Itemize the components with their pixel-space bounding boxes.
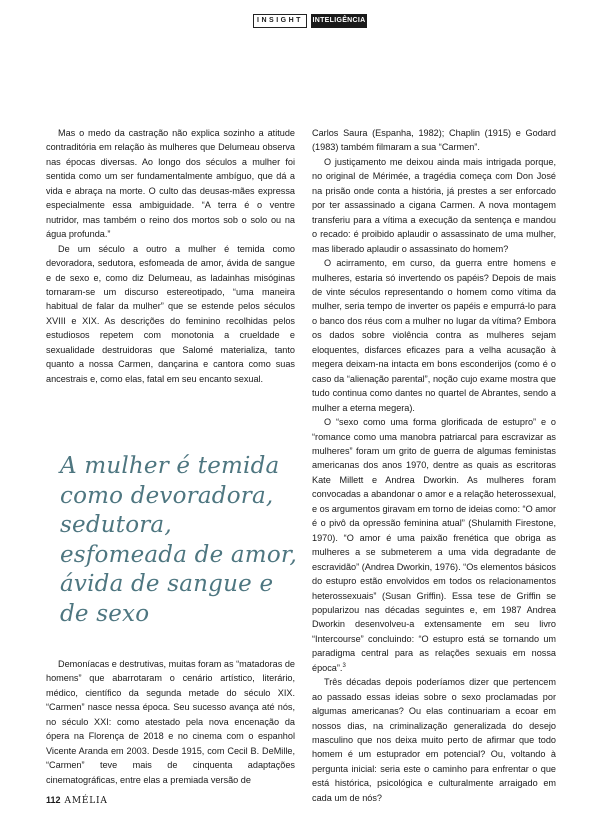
paragraph: Três décadas depois poderíamos dizer que pertencem ao passado essas ideias sobre o sexo proclamadas por algumas americanas? Ou elas continuariam a ecoar em nossos dias, na criminalização generalizada do desejo masculino que nos deixa muito perto de afirmar que todo homem é um estuprador em potencial? Ou, voltando à pergunta inicial: seria este o caminho para enfrentar o que está histórica, psicológica e culturalmente arraigado em cada um de nós? bbox=[312, 677, 556, 803]
left-column-bottom bbox=[46, 657, 295, 787]
page-footer bbox=[46, 795, 108, 806]
paragraph: Mas o medo da castração não explica sozinho a atitude contraditória em relação às mulheres que Delumeau observa nas épocas diversas. Ao longo dos séculos a mulher foi sentida como um ser fundamentalmente ambíguo, que dá a vida e abraça na morte. O culto das deusas-mães expressa especialmente essa ambiguidade. “A terra é o ventre nutridor, mas também o reino dos mortos sob o solo ou na água profunda.” bbox=[46, 128, 295, 240]
section-tag: INTELIGÊNCIA bbox=[311, 14, 367, 28]
paragraph: De um século a outro a mulher é temida como devoradora, sedutora, esfomeada de amor, ávida de sangue e de sexo e, como diz Delumeau, as ladainhas misóginas tornaram-se um discurso estereotipado, “uma maneira habitual de falar da mulher” que se estende pelos séculos XVIII e XIX. As descrições do feminino recolhidas pelos estudiosos repetem com monotonia a crueldade e sexualidade destruidoras que Salomé materializa, tanto quanto a nossa Carmen, dançarina e cantora como suas ancestrais e, como elas, fatal em seu encanto sexual. bbox=[46, 243, 295, 384]
footnote-mark: 3 bbox=[342, 662, 346, 669]
paragraph-with-footnote bbox=[312, 415, 556, 675]
insight-tag: INSIGHT bbox=[253, 14, 307, 28]
right-column bbox=[312, 126, 556, 805]
paragraph-text: O “sexo como uma forma glorificada de estupro” e o “romance como uma manobra patriarcal para escravizar as mulheres” foram um grito de guerra de algumas feministas americanas dos anos 1970, dentre as quais as escritoras Kate Millett e Andrea Dworkin. As mulheres foram convocadas a abandonar o amor e a relação heterossexual, e os argumentos giravam em torno de ideias como: “O amor é o pivô da opressão feminina atual” (Shulamith Firestone, 1970). “O amor é uma paixão frenética que obriga as mulheres a se submeterem a uma vida degradante de escravidão” (Andrea Dworkin, 1976). “Os elementos básicos do estupro estão envolvidos em todos os relacionamentos heterossexuais” (Susan Griffin). Essa tese de Griffin se popularizou nas décadas seguintes e, em 1987 Andrea Dworkin desenvolveu-a extensamente em seu livro “Intercourse” concluindo: “O estupro está se tornando um paradigma central para as relações sexuais em nossa época”. bbox=[312, 417, 556, 673]
paragraph: Demoníacas e destrutivas, muitas foram as “matadoras de homens” que abarrotaram o cenário artístico, literário, médico, científico da segunda metade do século XIX. “Carmen” nasce nessa época. Seu sucesso avança até nós, no século XXI: como atestado pela nova encenação da ópera na Florença de 2018 e no cinema com o espanhol Vicente Aranda em 2003. Desde 1915, com Cecil B. DeMille, “Carmen” teve mais de cinquenta adaptações cinematográficas, entre elas a premiada versão de bbox=[46, 659, 295, 785]
magazine-brand: AMÉLIA bbox=[64, 796, 108, 806]
pull-quote: A mulher é temida como devoradora, sedutora, esfomeada de amor, ávida de sangue e de sexo bbox=[60, 453, 298, 627]
paragraph-continued: Carlos Saura (Espanha, 1982); Chaplin (1915) e Godard (1983) também filmaram a sua “Carmen”. bbox=[312, 128, 556, 153]
page-number: 112 bbox=[46, 795, 61, 805]
paragraph: O justiçamento me deixou ainda mais intrigada porque, no original de Mérimée, a tragédia começa com Don José na prisão onde conta a história, já prestes a ser enforcado por ter assassinado a cigana Carmen. A nova montagem transferiu para a vítima a execução da sentença e mandou o recado: é proibido aplaudir o assassinato de uma mulher, mas liberado aplaudir o assassinato do homem? bbox=[312, 156, 556, 254]
left-column-top bbox=[46, 126, 295, 386]
page-header bbox=[0, 14, 600, 28]
paragraph: O acirramento, em curso, da guerra entre homens e mulheres, estaria só invertendo os papéis? Depois de mais de vinte séculos representando o homem como vítima da mulher, seria tempo de inverter os papéis e empurrá-lo para o banco dos réus com a mulher no lugar da vítima? Embora os dados sobre violência contra as mulheres sejam eloquentes, disfarces eficazes para a velha acusação à megera deixam-na intacta em bons esconderijos (como é o caso da “alienação parental”, noção cujo exame mostra que tudo continua como dantes no quartel de Abrantes, sendo a mulher a eterna megera). bbox=[312, 258, 556, 413]
